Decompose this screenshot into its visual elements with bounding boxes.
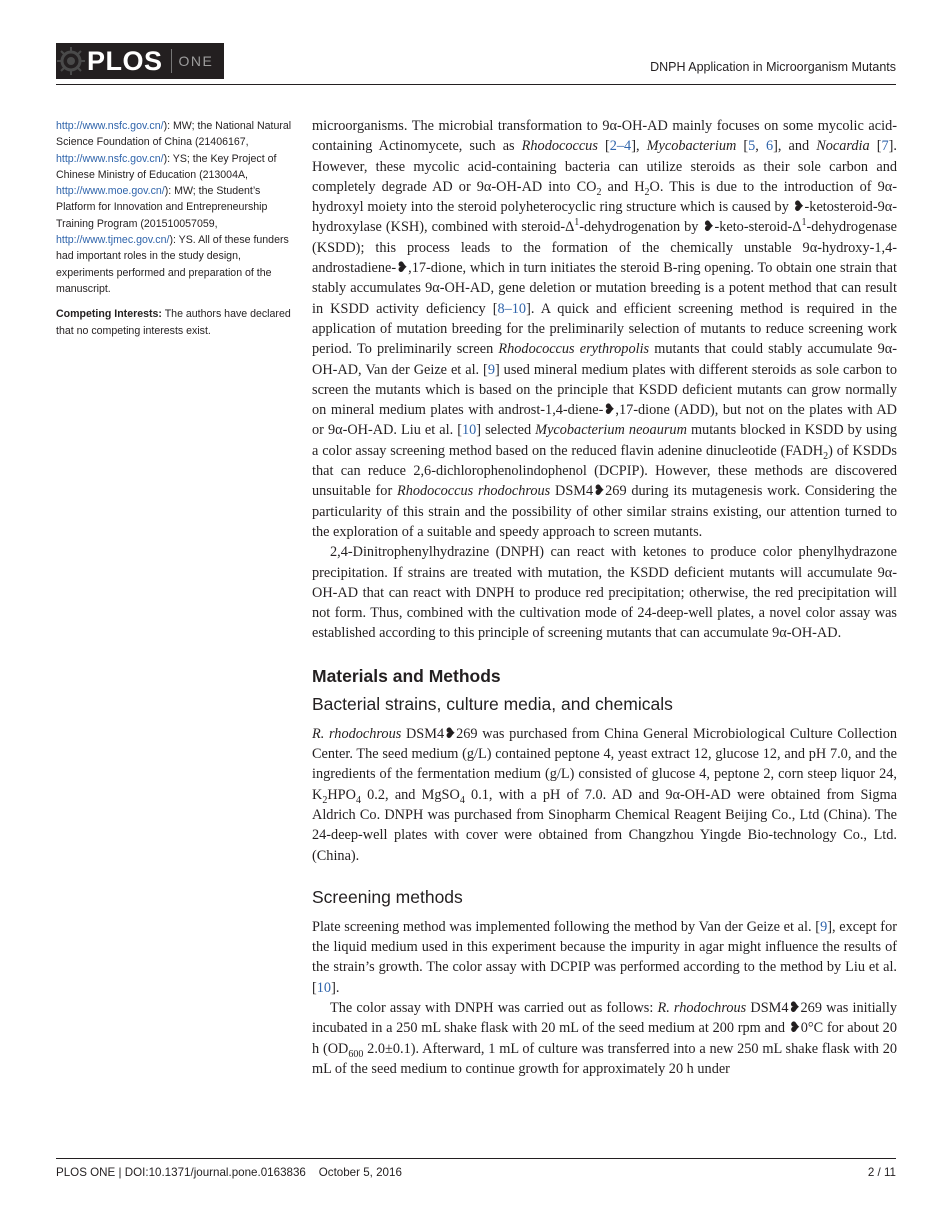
missing-glyph-icon: ❥ [603, 402, 616, 419]
citation-link[interactable]: 8–10 [497, 300, 527, 317]
section-title: Materials and Methods [312, 665, 501, 686]
competing-interests: Competing Interests: The authors have declared that no competing interests exist. [56, 308, 291, 337]
logo-plos-text: PLOS [87, 45, 163, 76]
missing-glyph-icon: ❥ [788, 1020, 801, 1037]
sidebar [56, 118, 296, 348]
citation-link[interactable]: 9 [487, 361, 495, 378]
header-rule [56, 84, 896, 85]
footer-rule [56, 1158, 896, 1159]
citation-link[interactable]: 9 [820, 918, 828, 935]
competing-interests-label: Competing Interests: [56, 308, 162, 321]
funding-link-tjmec[interactable]: http://www.tjmec.gov.cn/ [56, 234, 170, 247]
citation-link[interactable]: 6 [765, 138, 774, 155]
running-title: DNPH Application in Microorganism Mutants [650, 60, 896, 74]
paragraph-intro-continued: microorganisms. The microbial transformation to 9α-OH-AD mainly focuses on some mycolic acid-containing Actinomycete, such as Rhodococcus [2–4], Mycobacterium [5, 6], and Nocardia [7]. However, these mycolic acid-containing bacteria can utilize steroids as their sole carbon and completely degrade AD or 9α-OH-AD into $CO_2$ and $H_2O$. This is due to the introduction of 9α-hydroxyl moiety into the steroid polyheterocyclic ring structure which is caused by ❥-ketosteroid-9α-hydroxylase (KSH), combined with steroid-$\Delta^1$-dehydrogenation by $❥-keto-steroid-\Delta^1$-dehydrogenase (KSDD); this process leads to the formation of the chemically unstable 9α-hydroxy-1,4-androstadiene-❥,17-dione, which in turn initiates the steroid B-ring opening. To obtain one strain that stably accumulates 9α-OH-AD, gene deletion or mutation breeding is a potent method that can result in KSDD activity deficiency [8–10]. A quick and efficient screening method is required in the application of mutation breeding for the preliminarily selection of mutants to reduce screening work period. To preliminarily screen Rhodococcus erythropolis mutants that could stably accumulate 9α-OH-AD, Van der Geize et al. [9] used mineral medium plates with different steroids as sole carbon to screen the mutants which is based on the principle that KSDD deficient mutants can grow normally on mineral medium plates with androst-1,4-diene-❥,17-dione (ADD), but not on the plates with AD or 9α-OH-AD. Liu et al. [10] selected Mycobacterium neoaurum mutants blocked in KSDD by using a color assay screening method based on the reduced flavin adenine dinucleotide $(FADH_2)$ of KSDDs that can reduce 2,6-dichlorophenolindophenol (DCPIP). However, these methods are discovered unsuitable for Rhodococcus rhodochrous DSM4❥269 during its mutagenesis work. Considering the particularity of this strain and the possibility of other similar strains existing, our attention turned to the exploration of a suitable and speedy approach to screen mutants. [312, 118, 898, 540]
citation-link[interactable]: 2–4 [609, 138, 632, 155]
citation-link[interactable]: 10 [461, 422, 477, 439]
missing-glyph-icon: ❥ [444, 725, 457, 742]
subsection-title: Bacterial strains, culture media, and chemicals [312, 693, 673, 714]
missing-glyph-icon: ❥ [702, 219, 715, 236]
footer-citation: PLOS ONE | DOI:10.1371/journal.pone.0163836 October 5, 2016 [56, 1166, 402, 1179]
funding-link-nsfc[interactable]: http://www.nsfc.gov.cn/ [56, 120, 164, 132]
plos-sun-icon [56, 46, 86, 76]
missing-glyph-icon: ❥ [788, 999, 801, 1016]
funding-link-moe[interactable]: http://www.moe.gov.cn/ [56, 185, 165, 198]
page-number: 2 / 11 [867, 1166, 896, 1179]
funding-link-nsfc-2[interactable]: http://www.nsfc.gov.cn/ [56, 152, 164, 165]
missing-glyph-icon: ❥ [593, 483, 606, 500]
citation-link[interactable]: 7 [881, 138, 889, 155]
paragraph-dnph-assay: The color assay with DNPH was carried out as follows: R. rhodochrous DSM4❥269 was initially incubated in a 250 mL shake flask with 20 mL of the seed medium at 200 rpm and ❥0°C for about 20 h ($OD_{600}$ 2.0±0.1). Afterward, 1 mL of culture was transferred into a new 250 mL shake flask with 20 mL of the seed medium to continue growth for approximately 20 h under [312, 999, 897, 1077]
subsection-title: Screening methods [312, 886, 463, 907]
logo-divider [171, 49, 172, 73]
logo-journal-text: ONE [178, 53, 214, 69]
funding-statement: http://www.nsfc.gov.cn/): MW; the National Natural Science Foundation of China (21406167, http://www.nsfc.gov.cn/): YS; the Key Project of Chinese Ministry of Education (213004A, http://www.moe.gov.cn/): MW; the Student’s Platform for Innovation and Entrepreneurship Training Program (201510057059, http://www.tjmec.gov.cn/): YS. All of these funders had important roles in the study design, experiments performed and preparation of the manuscript. [56, 120, 292, 295]
main-text [312, 116, 897, 1079]
paragraph-plate-screening: Plate screening method was implemented following the method by Van der Geize et al. [9], except for the liquid medium used in this experiment because the impurity in agar might influence the results of the strain’s growth. The color assay with DCPIP was performed according to the method by Liu et al. [10]. [312, 918, 897, 996]
paragraph-strains: R. rhodochrous DSM4❥269 was purchased from China General Microbiological Culture Collection Center. The seed medium (g/L) contained peptone 4, yeast extract 12, glucose 12, and pH 7.0, and the ingredients of the fermentation medium (g/L) consisted of glucose 4, peptone 2, corn steep liquor 24, $K_2HPO_4$ 0.2, and MgSO$_4$ 0.1, with a pH of 7.0. AD and 9α-OH-AD were obtained from Sigma Aldrich Co. DNPH was purchased from Sinopharm Chemical Reagent Beijing Co., Ltd (China). The 24-deep-well plates with cover were obtained from Changzhou Yingde Bio-technology Co., Ltd. (China). [312, 725, 897, 864]
paragraph-dnph: 2,4-Dinitrophenylhydrazine (DNPH) can react with ketones to produce color phenylhydrazone precipitation. If strains are treated with mutation, the KSDD deficient mutants will accumulate 9α-OH-AD that can react with DNPH to produce red precipitation; otherwise, the red precipitation will not form. Thus, combined with the cultivation mode of 24-deep-well plates, a novel color assay was established according to this principle of screening mutants that can accumulate 9α-OH-AD. [312, 544, 897, 642]
missing-glyph-icon: ❥ [396, 260, 409, 277]
missing-glyph-icon: ❥ [792, 199, 805, 216]
plos-one-logo [56, 43, 224, 79]
citation-link[interactable]: 5 [748, 138, 756, 155]
citation-link[interactable]: 10 [316, 979, 332, 996]
